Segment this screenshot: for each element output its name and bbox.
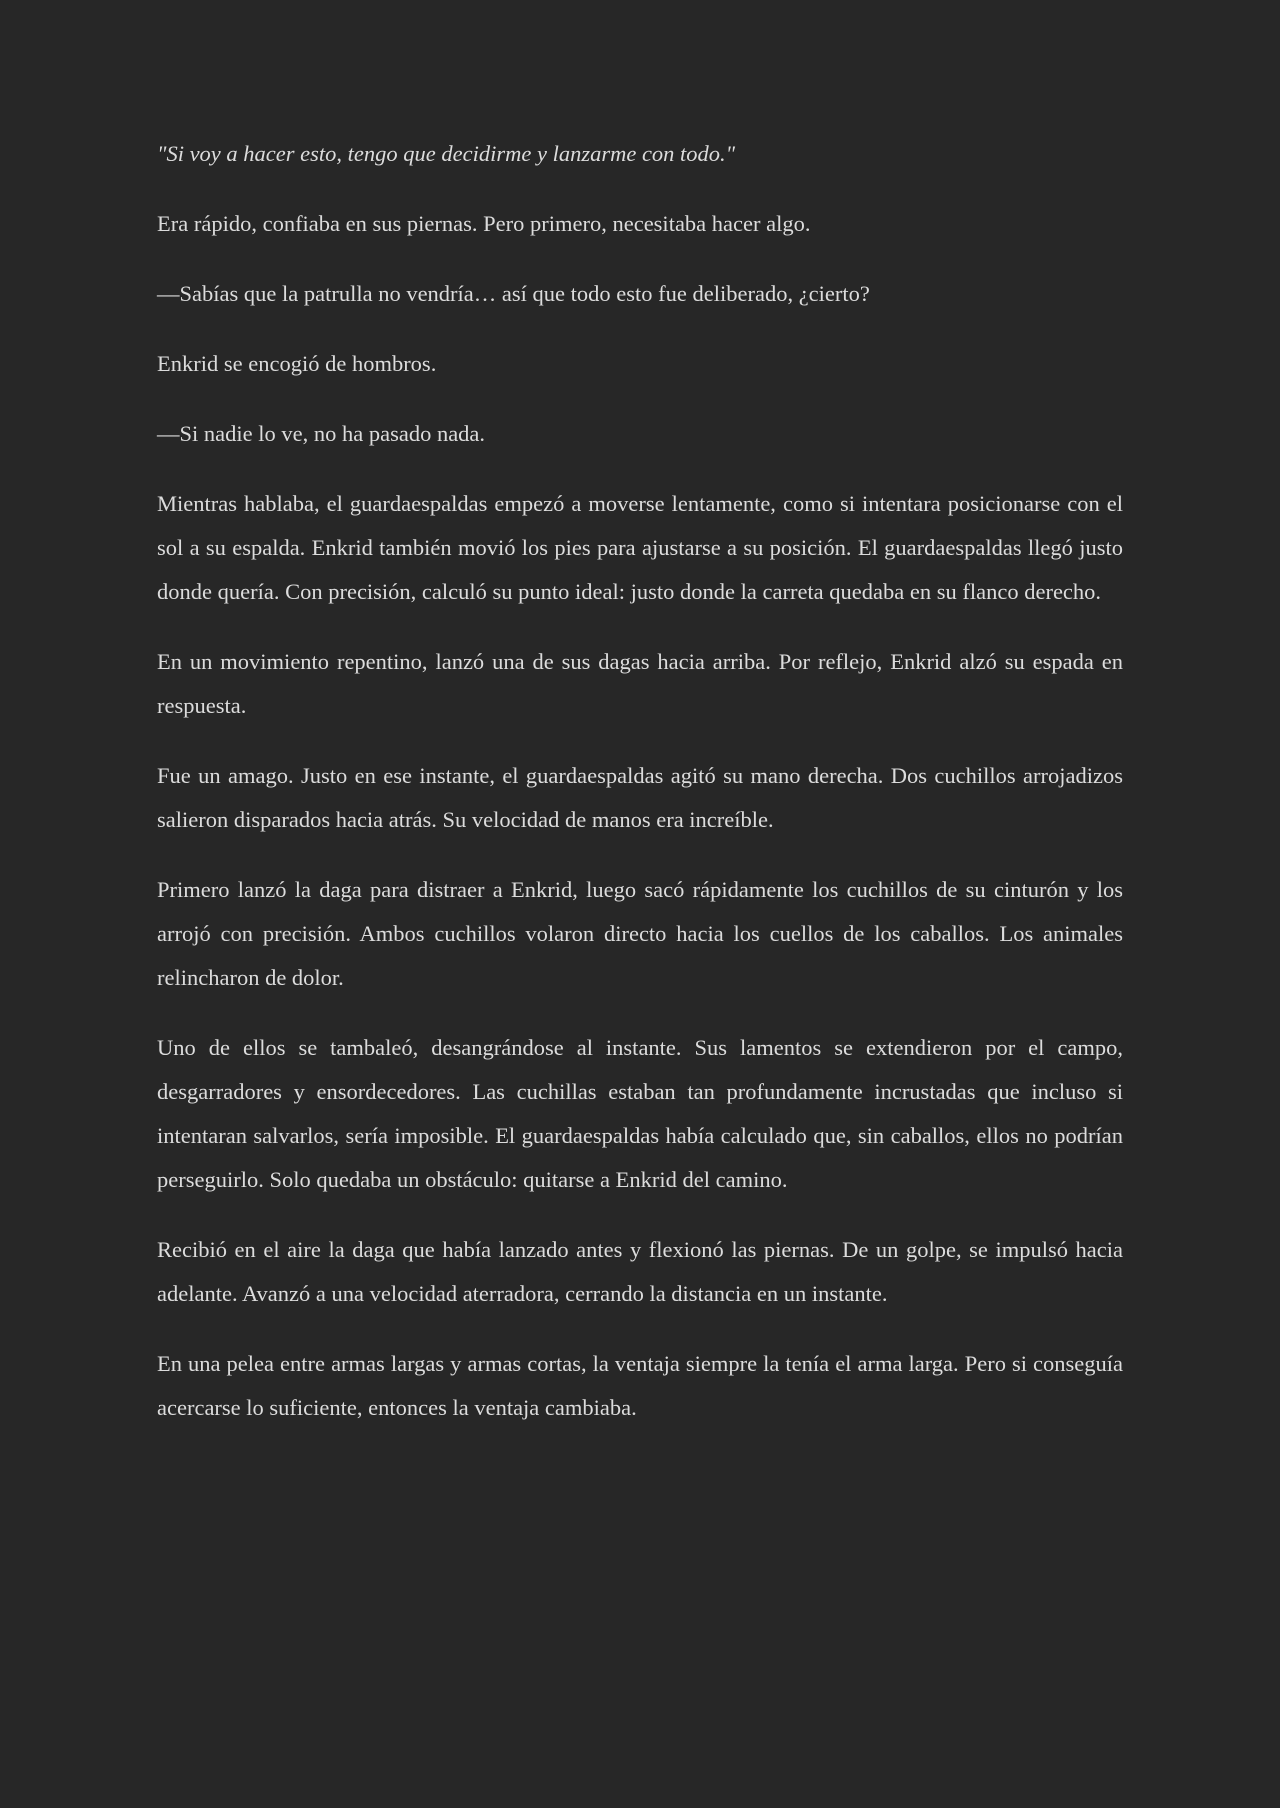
novel-paragraph: Uno de ellos se tambaleó, desangrándose al instante. Sus lamentos se extendieron por el campo, desgarradores y ensordecedores. Las cuchillas estaban tan profundamente incrustadas que incluso si intentaran salvarlos, sería imposible. El guardaespaldas había calculado que, sin caballos, ellos no podrían perseguirlo. Solo quedaba un obstáculo: quitarse a Enkrid del camino. <box>157 1035 1123 1192</box>
novel-paragraph: Mientras hablaba, el guardaespaldas empezó a moverse lentamente, como si intentara posicionarse con el sol a su espalda. Enkrid también movió los pies para ajustarse a su posición. El guardaespaldas llegó justo donde quería. Con precisión, calculó su punto ideal: justo donde la carreta quedaba en su flanco derecho. <box>157 491 1123 604</box>
novel-paragraph: —Si nadie lo ve, no ha pasado nada. <box>157 421 486 446</box>
novel-paragraph: Recibió en el aire la daga que había lanzado antes y flexionó las piernas. De un golpe, se impulsó hacia adelante. Avanzó a una velocidad aterradora, cerrando la distancia en un instante. <box>157 1237 1123 1306</box>
novel-paragraph: Primero lanzó la daga para distraer a Enkrid, luego sacó rápidamente los cuchillos de su cinturón y los arrojó con precisión. Ambos cuchillos volaron directo hacia los cuellos de los caballos. Los animales relincharon de dolor. <box>157 877 1123 990</box>
novel-paragraph: En un movimiento repentino, lanzó una de sus dagas hacia arriba. Por reflejo, Enkrid alzó su espada en respuesta. <box>157 649 1123 718</box>
novel-paragraph: —Sabías que la patrulla no vendría… así que todo esto fue deliberado, ¿cierto? <box>157 281 870 306</box>
novel-paragraph: Enkrid se encogió de hombros. <box>157 351 437 376</box>
novel-text-page <box>157 0 1123 1430</box>
novel-paragraph: Era rápido, confiaba en sus piernas. Pero primero, necesitaba hacer algo. <box>157 211 811 236</box>
novel-paragraph: Fue un amago. Justo en ese instante, el guardaespaldas agitó su mano derecha. Dos cuchillos arrojadizos salieron disparados hacia atrás. Su velocidad de manos era increíble. <box>157 763 1123 832</box>
novel-paragraph: En una pelea entre armas largas y armas cortas, la ventaja siempre la tenía el arma larga. Pero si conseguía acercarse lo suficiente, entonces la ventaja cambiaba. <box>157 1351 1123 1420</box>
novel-paragraph: "Si voy a hacer esto, tengo que decidirme y lanzarme con todo." <box>157 141 736 166</box>
